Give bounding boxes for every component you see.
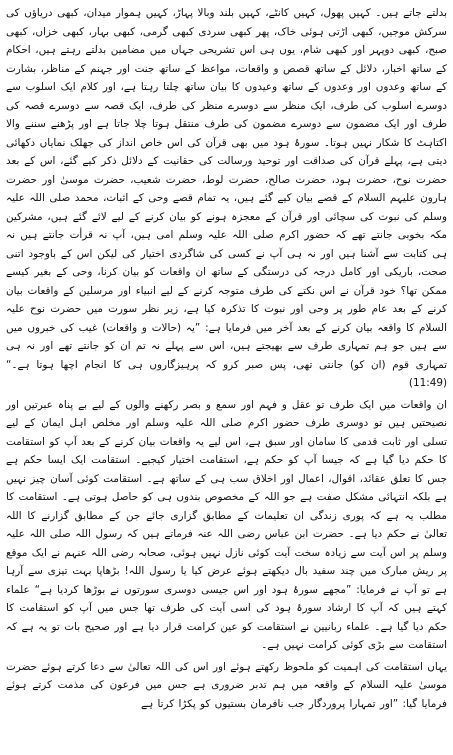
paragraph-2: ان واقعات میں ایک طرف تو عقل و فہم اور سمع و بصر رکھنے والوں کے لیے بے پناہ عبرتیں اور نصیحتیں ہیں تو دوسری طرف حضور اکرم صلی اللہ علیہ وسلم اور مخلص اہل ایمان کے لیے تسلی اور ثابت قدمی کا سامان اور سبق ہے، اس لیے یہ واقعات بیان کرنے کے بعد آپ کو استقامت کا حکم دیا گیا ہے کہ جیسا آپ کو حکم ہے، استقامت اختیار کیجیے۔ استقامت ایک ایسا حکم ہے جس کا تعلق عقائد، اقوال، اعمال اور اخلاق سب ہی کے ساتھ ہے۔ استقامت کوئی آسان چیز نہیں ہے بلکہ انتہائی مشکل صفت ہے جو اللہ کے مخصوص بندوں ہی کو حاصل ہوتی ہے۔ استقامت کا مطلب یہ ہے کہ پوری زندگی ان تعلیمات کے مطابق گزاری جائے جن کے مطابق گزارنے کا اللہ تعالیٰ نے حکم دیا ہے۔ حضرت ابن عباس رضی اللہ عنہ فرماتے ہیں کہ رسول اللہ صلی اللہ علیہ وسلم پر اس آیت سے زیادہ سخت آیت کوئی نازل نہیں ہوئی، صحابہ رضی اللہ عنہم نے ایک موقع پر ریش مبارک میں چند سفید بال دیکھتے ہوئے عرض کیا یا رسول اللہ! بڑھاپا بہت تیزی سے آرہا ہے تو آپ نے فرمایا: ”مجھے سورۂ ہود اور اس جیسی دوسری سورتوں نے بوڑھا کردیا ہے“ علماء کہتے ہیں کہ آپ کا ارشاد سورۂ ہود کی اسی آیت کی طرف تھا جس میں آپ کو استقامت کا حکم دیا گیا ہے۔ علماء ربانیین نے استقامت کو عین کرامت قرار دیا ہے اور صحیح بات تو یہ ہے کہ استقامت سے بڑی کوئی کرامت نہیں ہے۔ [6, 398, 447, 651]
paragraph-3: یہاں استقامت کی اہمیت کو ملحوظ رکھتے ہوئے اور اس کی اللہ تعالیٰ سے دعا کرتے ہوئے حضرت موسیٰ علیہ السلام کے واقعہ میں ہم تدبر ضروری ہے جس میں فرعون کی مذمت کرتے ہوئے فرمایا گیا: ”اور تمہارا پروردگار جب نافرمان بستیوں کو پکڑا کرتا ہے [6, 660, 447, 710]
paragraph-1: بدلتے جاتے ہیں۔ کہیں پھول، کہیں کانٹے، کہیں بلند وبالا پہاڑ، کہیں ہموار میدان، کبھی دریاؤں کی سرکش موجیں، کبھی اڑتی ہوئی خاک، پھر کبھی سردی کبھی گرمی، کبھی بہار، کبھی خزاں، کبھی صبح، کبھی دوپہر اور کبھی شام، یوں ہی اس تشریحی جہاں میں مضامین بدلتے رہتے ہیں، احکام کے ساتھ اخبار، دلائل کے ساتھ قصص و واقعات، مواعظ کے ساتھ جنت اور جہنم کے مناظر، بشارت کے ساتھ وعدوں اور وعدوں کے ساتھ وعیدوں کا بیان ساتھ چلتا رہتا ہے، اور کلام ایک اسلوب سے دوسرے اسلوب کی طرف، ایک منظر سے دوسرے منظر کی طرف، ایک قصہ سے دوسرے قصہ کی طرف اور ایک مضمون سے دوسرے مضمون کی طرف منتقل ہوتا چلا جاتا ہے اور پڑھنے سننے والا اکتاہٹ کا شکار نہیں ہوتا۔ سورۂ ہود میں بھی قرآن کی اس خاص انداز کی جھلک نمایاں دکھائی دیتی ہے، پہلے قرآن کی صداقت اور توحید ورسالت کی حقانیت کے دلائل ذکر کیے گئے، اس کے بعد حضرت نوح، حضرت ہود، حضرت صالح، حضرت لوط، حضرت شعیب، حضرت موسیٰ اور حضرت ہارون علیہم السلام کے قصے بیان کیے گئے ہیں، یہ تمام قصے وحی کے اثبات، محمد صلی اللہ علیہ وسلم کی نبوت کی سچائی اور قرآن کے معجزہ ہونے کو بیان کرنے کے لیے لائے گئے ہیں، مشرکین مکہ بخوبی جانتے تھے کہ حضور اکرم صلی اللہ علیہ وسلم امی ہیں، آپ نہ قرأت جانتے ہیں نہ ہی کتابت سے آشنا ہیں اور نہ ہی آپ نے کسی کی شاگردی اختیار کی لیکن اس کے باوجود اتنی صحت، باریکی اور کامل درجہ کی درستگی کے ساتھ ان واقعات کو بیان کرنا، وحی کے بغیر کیسے ممکن تھا؟ خود قرآن نے اس نکتے کی طرف متوجہ کرنے کے لیے انبیاء اور مرسلین کے واقعات بیان کرنے کے بعد عام طور پر وحی اور نبوت کا تذکرہ کیا ہے، زیر نظر سورت میں حضرت نوح علیہ السلام کا واقعہ بیان کرنے کے بعد آخر میں فرمایا ہے: ”یہ (حالات و واقعات) غیب کی خبروں میں سے ہیں جو ہم تمہاری طرف سے بھیجتے ہیں، اس سے پہلے نہ تم ان کو جانتے تھے اور نہ ہی تمہاری قوم (ان کو) جانتی تھی، پس صبر کرو کہ پرہیزگاروں ہی کا انجام اچھا ہوتا ہے۔“ (11:49) [6, 7, 447, 389]
